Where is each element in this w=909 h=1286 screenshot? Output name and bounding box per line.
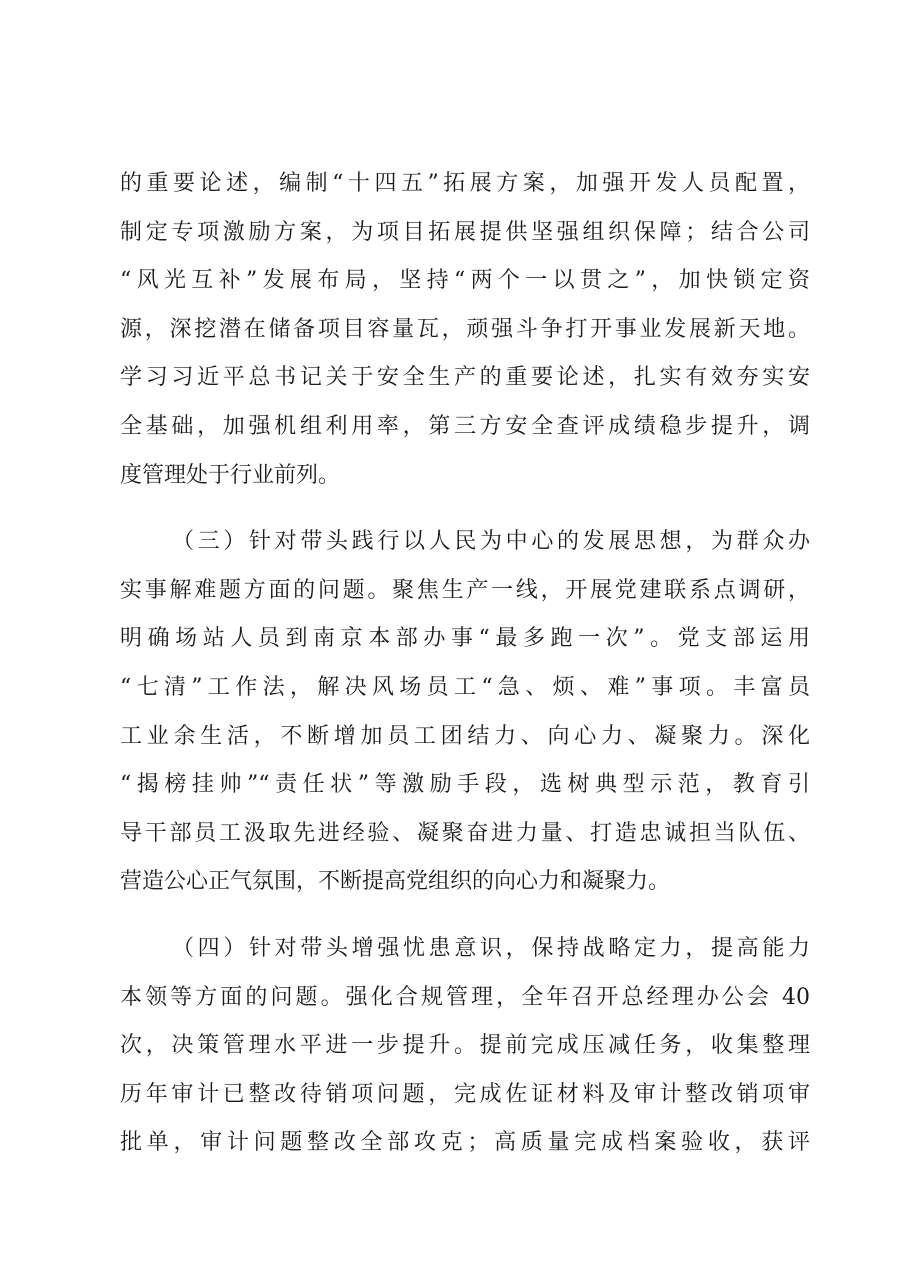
text-line: “七清”工作法，解决风场员工“急、烦、难”事项。丰富员	[120, 674, 810, 700]
text-line: 工业余生活，不断增加员工团结力、向心力、凝聚力。深化	[120, 723, 810, 749]
text-line: 制定专项激励方案，为项目拓展提供坚强组织保障；结合公司	[120, 219, 810, 245]
paragraph-3	[120, 925, 820, 1168]
text-line: （四）针对带头增强忧患意识，保持战略定力，提高能力	[172, 935, 810, 961]
text-line: 本领等方面的问题。强化合规管理，全年召开总经理办公会 40	[120, 984, 810, 1010]
text-line: 的重要论述，编制“十四五”拓展方案，加强开发人员配置，	[120, 171, 810, 196]
text-line: 度管理处于行业前列。	[120, 462, 341, 488]
text-line: 全基础，加强机组利用率，第三方安全查评成绩稳步提升，调	[120, 413, 810, 439]
text-line: 营造公心正气氛围，不断提高党组织的向心力和凝聚力。	[120, 869, 671, 895]
text-line: “风光互补”发展布局，坚持“两个一以贯之”，加快锁定资	[120, 268, 810, 294]
document-body	[120, 160, 820, 1168]
text-line: 导干部员工汲取先进经验、凝聚奋进力量、打造忠诚担当队伍、	[120, 820, 810, 846]
paragraph-2	[120, 518, 820, 907]
text-line: （三）针对带头践行以人民为中心的发展思想，为群众办	[172, 529, 810, 555]
paragraph-1	[120, 160, 820, 500]
text-line: 实事解难题方面的问题。聚焦生产一线，开展党建联系点调研，	[120, 577, 810, 603]
text-line: 历年审计已整改待销项问题，完成佐证材料及审计整改销项审	[120, 1081, 810, 1107]
text-line: 次，决策管理水平进一步提升。提前完成压减任务，收集整理	[120, 1033, 810, 1059]
text-line: 学习习近平总书记关于安全生产的重要论述，扎实有效夯实安	[120, 365, 810, 391]
text-line: 明确场站人员到南京本部办事“最多跑一次”。党支部运用	[120, 626, 810, 652]
text-line: 批单，审计问题整改全部攻克；高质量完成档案验收，获评	[120, 1130, 810, 1156]
text-line: 源，深挖潜在储备项目容量瓦，顽强斗争打开事业发展新天地。	[120, 316, 810, 342]
text-line: “揭榜挂帅”“责任状”等激励手段，选树典型示范，教育引	[120, 772, 810, 798]
